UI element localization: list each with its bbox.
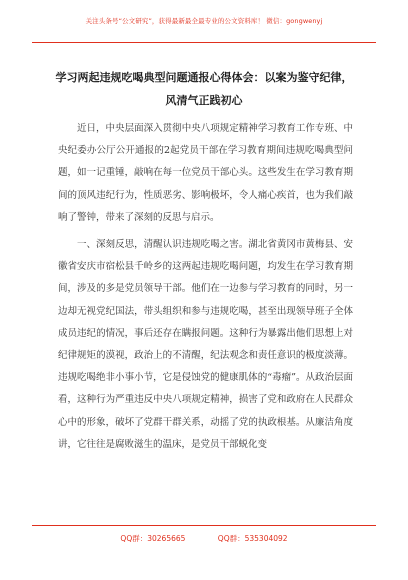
document-title: 学习两起违规吃喝典型问题通报心得体会：以案为鉴守纪律，风清气正践初心	[55, 71, 353, 107]
header-divider	[32, 42, 376, 43]
footer-divider	[32, 525, 376, 526]
document-body	[58, 118, 353, 456]
footer-qq-group-1: QQ群：30265665	[120, 534, 186, 543]
paragraph-intro: 近日，中央层面深入贯彻中央八项规定精神学习教育工作专班、中央纪委办公厅公开通报的2起党员干部在学习教育期间违规吃喝典型问题，如一记重锤，敲响在每一位党员干部心头。这些发生在学习教育期间的顶风违纪行为，性质恶劣、影响极坏，令人痛心疾首，也为我们敲响了警钟，带来了深刻的反思与启示。	[58, 123, 353, 223]
footer-qq-group-2: QQ群：535304092	[217, 534, 288, 543]
footer	[0, 533, 408, 544]
paragraph-section-one: 一、深刻反思，清醒认识违规吃喝之害。湖北省黄冈市黄梅县、安徽省安庆市宿松县千岭乡的这两起违规吃喝问题，均发生在学习教育期间，涉及的多是党员领导干部。他们在一边参与学习教育的同时，另一边却无视党纪国法，带头组织和参与违规吃喝，甚至出现领导班子全体成员违纪的情况，事后还存在瞒报问题。这种行为暴露出他们思想上对纪律规矩的漠视，政治上的不清醒，纪法观念和责任意识的极度淡薄。违规吃喝绝非小事小节，它是侵蚀党的健康肌体的“毒瘤”。从政治层面看，这种行为严重违反中央八项规定精神，损害了党和政府在人民群众心中的形象，破坏了党群干群关系，动摇了党的执政根基。从廉洁角度讲，它往往是腐败滋生的温床，是党员干部蜕化变	[58, 239, 353, 450]
header-notice: 关注头条号“公文研究”，获得最新最全最专业的公文资料库！ 微信：gongwenyj	[85, 17, 323, 25]
